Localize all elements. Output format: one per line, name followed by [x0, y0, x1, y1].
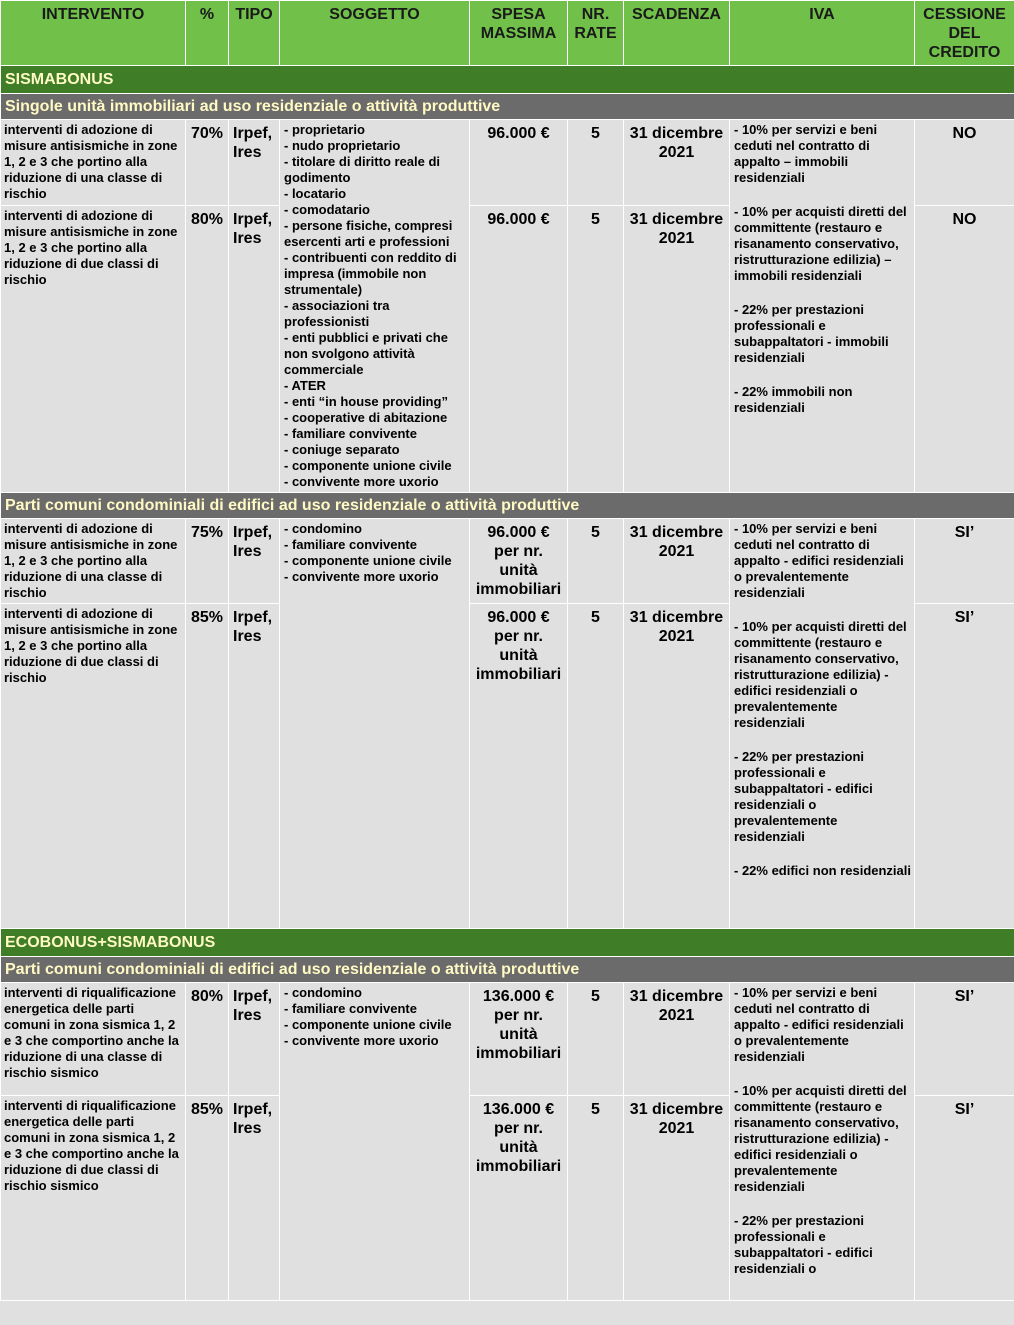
section-row: [1, 929, 1014, 957]
cessione-cell: SI’: [915, 519, 1014, 604]
tipo-cell: Irpef, Ires: [229, 1096, 280, 1301]
percent-cell: 75%: [186, 519, 229, 604]
header-iva: IVA: [730, 1, 915, 66]
soggetto-item: - comodatario: [284, 202, 370, 217]
tipo-cell: Irpef, Ires: [229, 206, 280, 493]
header-rate: NR. RATE: [568, 1, 624, 66]
table-row: [1, 983, 1014, 1096]
soggetto-item: - ATER: [284, 378, 326, 393]
intervento-cell: interventi di adozione di misure antisismiche in zone 1, 2 e 3 che portino alla riduzione di una classe di rischio: [1, 519, 186, 604]
subsection-title: Singole unità immobiliari ad uso residenziale o attività produttive: [1, 94, 1014, 120]
soggetto-cell: [280, 983, 470, 1301]
soggetto-item: - coniuge separato: [284, 442, 400, 457]
subsection-row: [1, 493, 1014, 519]
soggetto-cell: [280, 120, 470, 493]
soggetto-item: - componente unione civile: [284, 1017, 452, 1032]
soggetto-cell: [280, 519, 470, 929]
rate-cell: 5: [568, 604, 624, 929]
percent-cell: 85%: [186, 604, 229, 929]
iva-item: - 22% edifici non residenziali: [734, 863, 911, 878]
iva-item: - 10% per servizi e beni ceduti nel contratto di appalto - edifici residenziali o prevalentemente residenziali: [734, 985, 904, 1064]
rate-cell: 5: [568, 519, 624, 604]
header-scadenza: SCADENZA: [624, 1, 730, 66]
cessione-cell: NO: [915, 206, 1014, 493]
spesa-cell: 136.000 € per nr. unità immobiliari: [470, 983, 568, 1096]
percent-cell: 85%: [186, 1096, 229, 1301]
percent-cell: 70%: [186, 120, 229, 206]
iva-item: - 22% per prestazioni professionali e subappaltatori - immobili residenziali: [734, 302, 889, 365]
soggetto-item: - enti “in house providing”: [284, 394, 448, 409]
header-row: [1, 1, 1014, 66]
soggetto-item: - persone fisiche, compresi esercenti arti e professioni: [284, 218, 453, 249]
iva-item: - 22% immobili non residenziali: [734, 384, 853, 415]
iva-item: - 10% per acquisti diretti del committente (restauro e risanamento conservativo, ristrutturazione edilizia) - edifici residenziali o prevalentemente residenziali: [734, 1083, 907, 1194]
rate-cell: 5: [568, 1096, 624, 1301]
subsection-title: Parti comuni condominiali di edifici ad uso residenziale o attività produttive: [1, 957, 1014, 983]
iva-cell: [730, 519, 915, 929]
soggetto-item: - cooperative di abitazione: [284, 410, 448, 425]
iva-cell: [730, 120, 915, 493]
table-row: [1, 519, 1014, 604]
scadenza-cell: 31 dicembre 2021: [624, 604, 730, 929]
soggetto-item: - proprietario: [284, 122, 365, 137]
tipo-cell: Irpef, Ires: [229, 604, 280, 929]
header-tipo: TIPO: [229, 1, 280, 66]
soggetto-item: - convivente more uxorio: [284, 474, 439, 489]
scadenza-cell: 31 dicembre 2021: [624, 983, 730, 1096]
soggetto-item: - condomino: [284, 985, 362, 1000]
soggetto-item: - associazioni tra professionisti: [284, 298, 390, 329]
soggetto-item: - familiare convivente: [284, 1001, 417, 1016]
table-row: [1, 120, 1014, 206]
spesa-cell: 96.000 €: [470, 206, 568, 493]
rate-cell: 5: [568, 120, 624, 206]
intervento-cell: interventi di adozione di misure antisismiche in zone 1, 2 e 3 che portino alla riduzione di due classi di rischio: [1, 604, 186, 929]
cessione-cell: SI’: [915, 604, 1014, 929]
soggetto-item: - contribuenti con reddito di impresa (immobile non strumentale): [284, 250, 457, 297]
rate-cell: 5: [568, 206, 624, 493]
soggetto-item: - convivente more uxorio: [284, 569, 439, 584]
section-row: [1, 66, 1014, 94]
soggetto-item: - nudo proprietario: [284, 138, 401, 153]
spesa-cell: 136.000 € per nr. unità immobiliari: [470, 1096, 568, 1301]
soggetto-item: - titolare di diritto reale di godimento: [284, 154, 441, 185]
subsection-row: [1, 957, 1014, 983]
section-title: ECOBONUS+SISMABONUS: [1, 929, 1014, 957]
subsection-row: [1, 94, 1014, 120]
header-cessione: CESSIONE DEL CREDITO: [915, 1, 1014, 66]
iva-cell: [730, 983, 915, 1301]
percent-cell: 80%: [186, 206, 229, 493]
soggetto-item: - familiare convivente: [284, 426, 417, 441]
soggetto-item: - componente unione civile: [284, 458, 452, 473]
soggetto-item: - convivente more uxorio: [284, 1033, 439, 1048]
spesa-cell: 96.000 €: [470, 120, 568, 206]
intervento-cell: interventi di riqualificazione energetica delle parti comuni in zona sismica 1, 2 e 3 che comportino anche la riduzione di una classe di rischio sismico: [1, 983, 186, 1096]
header-intervento: INTERVENTO: [1, 1, 186, 66]
percent-cell: 80%: [186, 983, 229, 1096]
intervento-cell: interventi di adozione di misure antisismiche in zone 1, 2 e 3 che portino alla riduzione di una classe di rischio: [1, 120, 186, 206]
soggetto-item: - locatario: [284, 186, 347, 201]
scadenza-cell: 31 dicembre 2021: [624, 1096, 730, 1301]
header-pct: %: [186, 1, 229, 66]
scadenza-cell: 31 dicembre 2021: [624, 120, 730, 206]
tipo-cell: Irpef, Ires: [229, 983, 280, 1096]
soggetto-item: - familiare convivente: [284, 537, 417, 552]
iva-item: - 22% per prestazioni professionali e subappaltatori - edifici residenziali o prevalentemente residenziali: [734, 749, 873, 844]
header-soggetto: SOGGETTO: [280, 1, 470, 66]
tipo-cell: Irpef, Ires: [229, 120, 280, 206]
soggetto-item: - componente unione civile: [284, 553, 452, 568]
rate-cell: 5: [568, 983, 624, 1096]
iva-item: - 10% per acquisti diretti del committente (restauro e risanamento conservativo, ristrutturazione edilizia) - edifici residenziali o prevalentemente residenziali: [734, 619, 907, 730]
tipo-cell: Irpef, Ires: [229, 519, 280, 604]
iva-item: - 10% per acquisti diretti del committente (restauro e risanamento conservativo, ristrutturazione edilizia) – immobili residenziali: [734, 204, 907, 283]
cessione-cell: NO: [915, 120, 1014, 206]
section-title: SISMABONUS: [1, 66, 1014, 94]
soggetto-item: - condomino: [284, 521, 362, 536]
spesa-cell: 96.000 € per nr. unità immobiliari: [470, 604, 568, 929]
intervento-cell: interventi di riqualificazione energetica delle parti comuni in zona sismica 1, 2 e 3 che comportino anche la riduzione di due classi di rischio sismico: [1, 1096, 186, 1301]
iva-item: - 22% per prestazioni professionali e subappaltatori - edifici residenziali o: [734, 1213, 873, 1276]
soggetto-item: - enti pubblici e privati che non svolgono attività commerciale: [284, 330, 448, 377]
iva-item: - 10% per servizi e beni ceduti nel contratto di appalto – immobili residenziali: [734, 122, 878, 185]
cessione-cell: SI’: [915, 983, 1014, 1096]
iva-item: - 10% per servizi e beni ceduti nel contratto di appalto - edifici residenziali o prevalentemente residenziali: [734, 521, 904, 600]
header-spesa: SPESA MASSIMA: [470, 1, 568, 66]
subsection-title: Parti comuni condominiali di edifici ad uso residenziale o attività produttive: [1, 493, 1014, 519]
scadenza-cell: 31 dicembre 2021: [624, 206, 730, 493]
intervento-cell: interventi di adozione di misure antisismiche in zone 1, 2 e 3 che portino alla riduzione di due classi di rischio: [1, 206, 186, 493]
cessione-cell: SI’: [915, 1096, 1014, 1301]
spesa-cell: 96.000 € per nr. unità immobiliari: [470, 519, 568, 604]
scadenza-cell: 31 dicembre 2021: [624, 519, 730, 604]
